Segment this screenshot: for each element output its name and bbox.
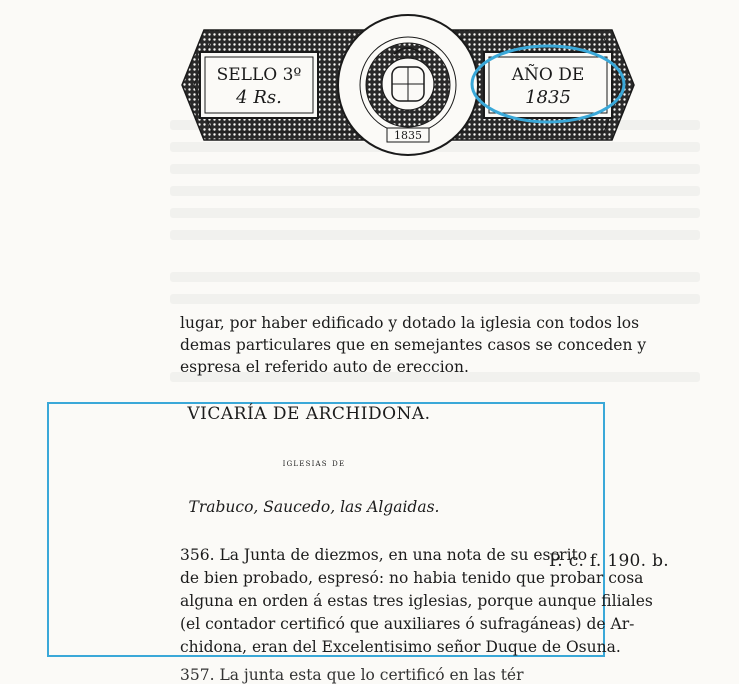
stamp-left-value: 4 Rs. xyxy=(236,87,282,108)
paragraph-line: 356. La Junta de diezmos, en una nota de su escrito xyxy=(180,546,588,564)
stamp-right-value: 1835 xyxy=(525,87,571,108)
tax-stamp xyxy=(182,12,634,158)
section-italic-heading: Trabuco, Saucedo, las Algaidas. xyxy=(188,498,440,516)
stamp-year-small: 1835 xyxy=(394,129,422,142)
paragraph-line: alguna en orden á estas tres iglesias, porque aunque filiales xyxy=(180,592,653,610)
cut-off-line-text: 357. La junta esta que lo certificó en las tér xyxy=(180,666,524,684)
body-line: demas particulares que en semejantes casos se conceden y xyxy=(180,336,647,354)
paragraph-line: de bien probado, espresó: no habia tenido que probar cosa xyxy=(180,569,644,587)
paragraph-line: chidona, eran del Excelentisimo señor Duque de Osuna. xyxy=(180,638,621,656)
margin-reference: P. c. f. 190. b. xyxy=(549,551,669,571)
cut-off-line xyxy=(180,660,540,684)
body-line: espresa el referido auto de ereccion. xyxy=(180,358,469,376)
section-title: VICARÍA DE ARCHIDONA. xyxy=(187,404,431,424)
section-subheading: iglesias de xyxy=(282,458,346,469)
body-line: lugar, por haber edificado y dotado la iglesia con todos los xyxy=(180,314,640,332)
stamp-right-label: AÑO DE xyxy=(511,65,585,85)
paragraph-line: (el contador certificó que auxiliares ó sufragáneas) de Ar- xyxy=(180,615,635,633)
body-text xyxy=(180,312,647,378)
stamp-left-label: SELLO 3º xyxy=(216,65,302,85)
